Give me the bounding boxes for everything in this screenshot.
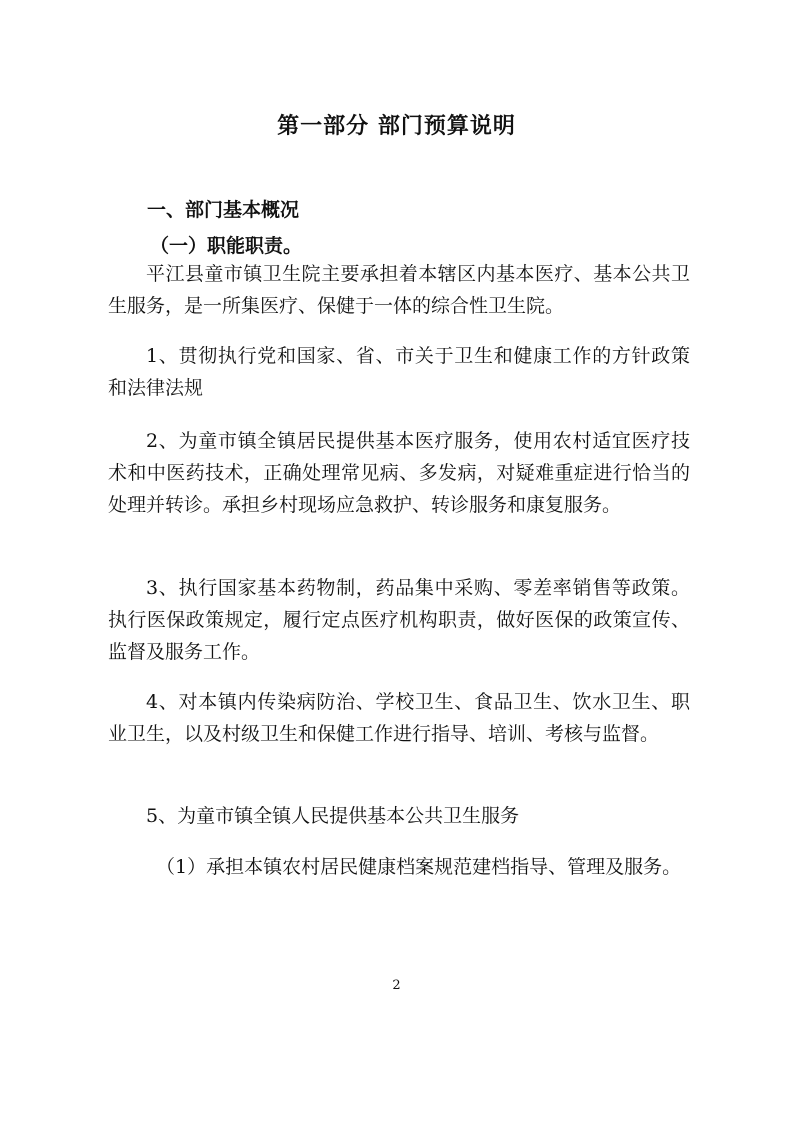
duty-item-2: 2、为童市镇全镇居民提供基本医疗服务，使用农村适宜医疗技术和中医药技术，正确处理常见病、多发病，对疑难重症进行恰当的处理并转诊。承担乡村现场应急救护、转诊服务和康复服务。	[108, 430, 690, 516]
intro-paragraph: 平江县童市镇卫生院主要承担着本辖区内基本医疗、基本公共卫生服务，是一所集医疗、保健于一体的综合性卫生院。	[108, 263, 690, 317]
subsection-heading: （一）职能职责。	[150, 235, 303, 257]
duty-item-3: 3、执行国家基本药物制，药品集中采购、零差率销售等政策。执行医保政策规定，履行定点医疗机构职责，做好医保的政策宣传、监督及服务工作。	[108, 577, 690, 663]
duty-item-5: 5、为童市镇全镇人民提供基本公共卫生服务	[146, 805, 520, 827]
page-title: 第一部分 部门预算说明	[277, 114, 516, 139]
page-number: 2	[392, 978, 401, 993]
section-heading: 一、部门基本概况	[147, 199, 300, 221]
duty-item-1: 1、贯彻执行党和国家、省、市关于卫生和健康工作的方针政策和法律法规	[108, 345, 690, 399]
duty-subitem-1: （1）承担本镇农村居民健康档案规范建档指导、管理及服务。	[156, 856, 682, 878]
duty-item-4: 4、对本镇内传染病防治、学校卫生、食品卫生、饮水卫生、职业卫生，以及村级卫生和保健工作进行指导、培训、考核与监督。	[108, 691, 690, 745]
